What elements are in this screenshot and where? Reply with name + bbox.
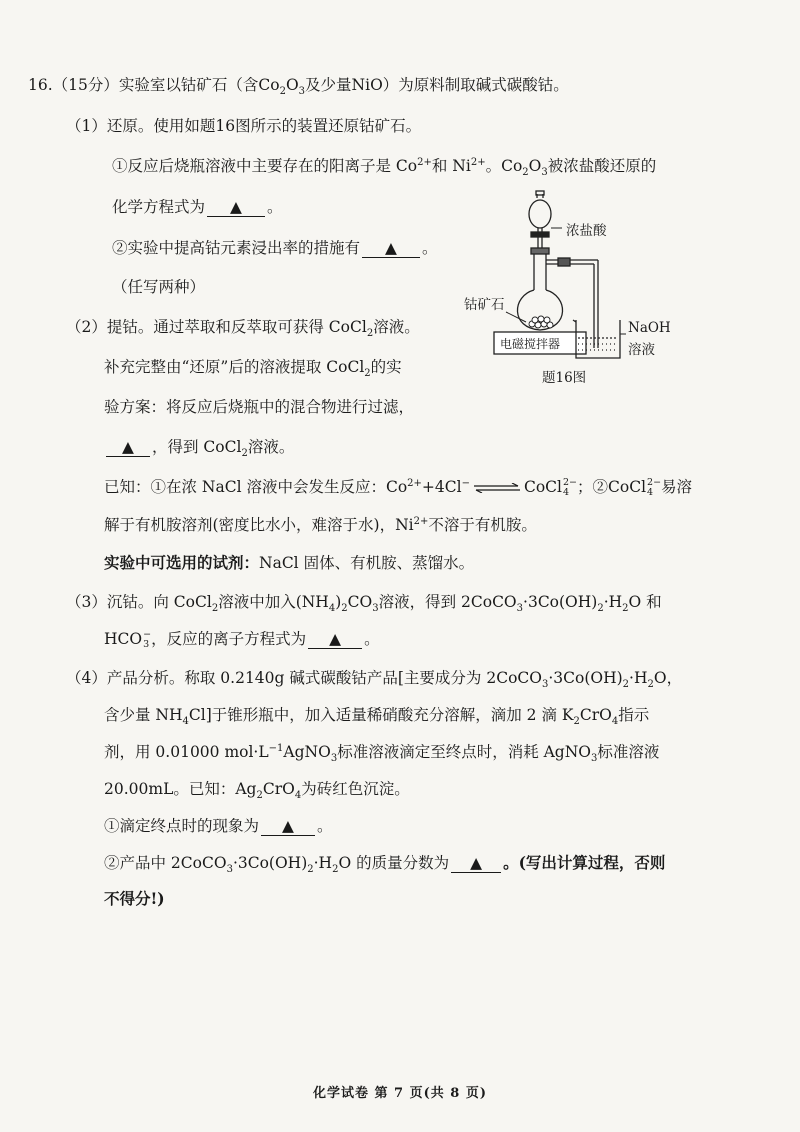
answer-blank-2[interactable]: ▲: [106, 438, 150, 457]
part-3-line2: HCO − 3 ，反应的离子方程式为 ▲ 。: [104, 629, 380, 650]
part-4b-line2: 不得分!): [104, 889, 165, 908]
part-1b-note: （任写两种）: [112, 278, 206, 296]
answer-blank-4a[interactable]: ▲: [261, 817, 315, 836]
figure-caption: 题16图: [542, 370, 587, 386]
part-2-line3: 验方案：将反应后烧瓶中的混合物进行过滤，: [104, 398, 415, 416]
known-line1: 已知：①在浓 NaCl 溶液中会发生反应：$Co^{2+}+4Cl^-$ CoCl 2− 4 ；②CoCl 2− 4 易溶: [104, 477, 693, 498]
part-2-line4: ▲ ，得到 CoCl$_2$溶液。: [104, 436, 294, 458]
part-1a-line1: ①反应后烧瓶溶液中主要存在的阳离子是 $Co^{2+}$和 $Ni^{2+}$。$Co_2O_3$被浓盐酸还原的: [112, 156, 657, 179]
equilibrium-arrow-icon: [474, 483, 520, 493]
part-1b-line: ②实验中提高钴元素浸出率的措施有 ▲ 。: [112, 239, 438, 257]
answer-blank-4b[interactable]: ▲: [451, 854, 501, 873]
question-16-header: 16.（15分）实验室以钴矿石（含$Co_2O_3$及少量NiO）为原料制取碱式碳酸钴。: [28, 76, 569, 98]
label-conc-hcl: 浓盐酸: [566, 223, 607, 239]
reagents-line: 实验中可选用的试剂：NaCl 固体、有机胺、蒸馏水。: [104, 553, 475, 572]
part-4-line4: 20.00mL。已知：$Ag_2CrO_4$为砖红色沉淀。: [104, 780, 410, 802]
label-cobalt-ore: 钴矿石: [464, 297, 505, 313]
part-4-line3: 剂，用 0.01000 $mol\cdot L^{-1}AgNO_3$标准溶液滴定至终点时，消耗 AgNO$_3$标准溶液: [104, 742, 660, 765]
part-4a-line: ①滴定终点时的现象为 ▲ 。: [104, 817, 333, 835]
part-2-line2: 补充完整由“还原”后的溶液提取 CoCl$_2$的实: [104, 358, 402, 380]
label-solution: 溶液: [628, 342, 655, 358]
cobalt-ore-pile: [529, 316, 553, 328]
part-1-title: （1）还原。使用如题16图所示的装置还原钴矿石。: [66, 117, 422, 135]
label-stirrer: 电磁搅拌器: [500, 337, 561, 351]
figure-16-apparatus: [460, 188, 690, 398]
part-2-title: （2）提钴。通过萃取和反萃取可获得 CoCl$_2$溶液。: [66, 318, 420, 340]
separatory-funnel: [529, 191, 551, 250]
part-4b-line1: ②产品中 $2CoCO_3\cdot 3Co(OH)_2\cdot H_2O$ 的质量分数为 ▲ 。(写出计算过程，否则: [104, 853, 666, 876]
label-naoh: NaOH: [628, 320, 671, 336]
part-1a-line2: 化学方程式为 ▲ 。: [112, 198, 283, 216]
part-4-line1: （4）产品分析。称取 0.2140g 碱式碳酸钴产品[主要成分为 $2CoCO_3\cdot 3Co(OH)_2\cdot H_2O$，: [66, 669, 683, 691]
answer-blank-3[interactable]: ▲: [308, 630, 362, 649]
part-4-line2: 含少量 $NH_4Cl$]于锥形瓶中，加入适量稀硝酸充分溶解，滴加 2 滴 $K_2CrO_4$指示: [104, 706, 650, 728]
page-footer: 化学试卷 第 7 页(共 8 页): [312, 1086, 488, 1101]
answer-blank-1a[interactable]: ▲: [207, 198, 265, 217]
answer-blank-1b[interactable]: ▲: [362, 239, 420, 258]
known-line2: 解于有机胺溶剂(密度比水小，难溶于水)，$Ni^{2+}$不溶于有机胺。: [104, 515, 537, 534]
part-3-line1: （3）沉钴。向 CoCl$_2$溶液中加入$(NH_4)_2CO_3$溶液，得到 $2CoCO_3\cdot 3Co(OH)_2\cdot H_2O$ 和: [66, 593, 662, 615]
